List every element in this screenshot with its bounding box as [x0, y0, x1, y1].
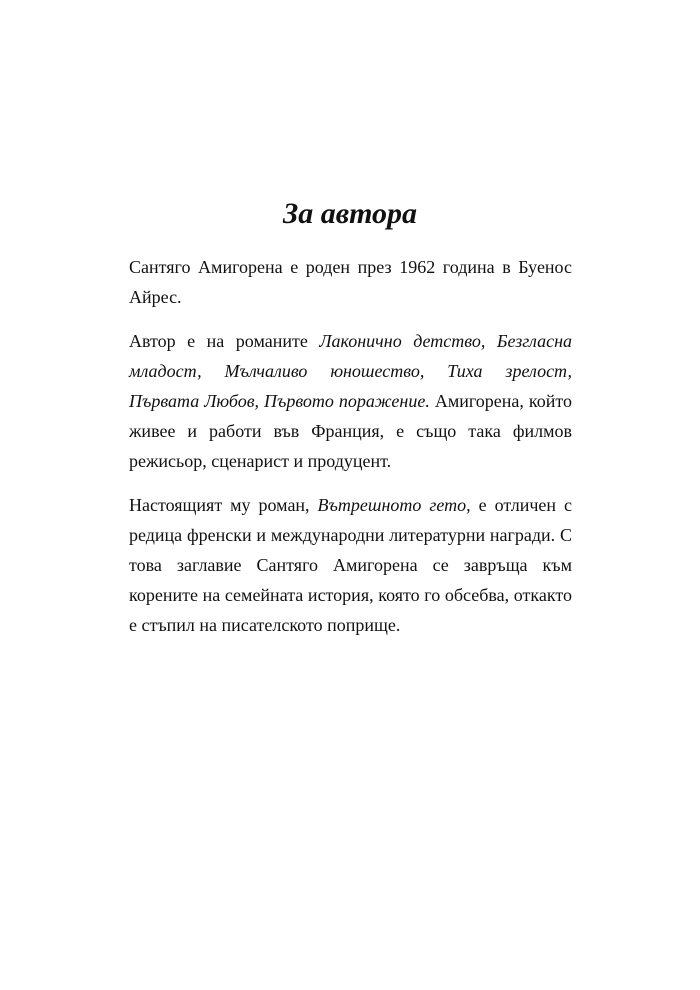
paragraph-current-novel: [129, 490, 572, 640]
page-title: За автора: [282, 197, 418, 230]
paragraph-birth: Сантяго Амигорена е роден през 1962 година в Буенос Айрес.: [129, 257, 572, 307]
paragraph-novel-rest: е отличен с редица френски и международни литературни награди. С това заглавие Сантяго Амигорена се завръща към корените на семейната история, която го обсебва, откакто е стъпил на писателското поприще.: [129, 495, 573, 635]
novel-titles: Лаконично детство, Безгласна младост, Мълчаливо юношество, Тиха зрелост, Първата Любов, Първото поражение.: [129, 331, 572, 411]
paragraph-works-rest: Амигорена, който живее и работи във Франция, е също така филмов режисьор, сценарист и продуцент.: [129, 391, 572, 471]
text-body: [129, 252, 572, 654]
paragraph-works: [129, 326, 572, 476]
paragraph-works-intro: Автор е на романите: [129, 331, 320, 351]
paragraph-novel-intro: Настоящият му роман,: [129, 495, 318, 515]
novel-title: Вътрешното гето,: [317, 495, 471, 515]
